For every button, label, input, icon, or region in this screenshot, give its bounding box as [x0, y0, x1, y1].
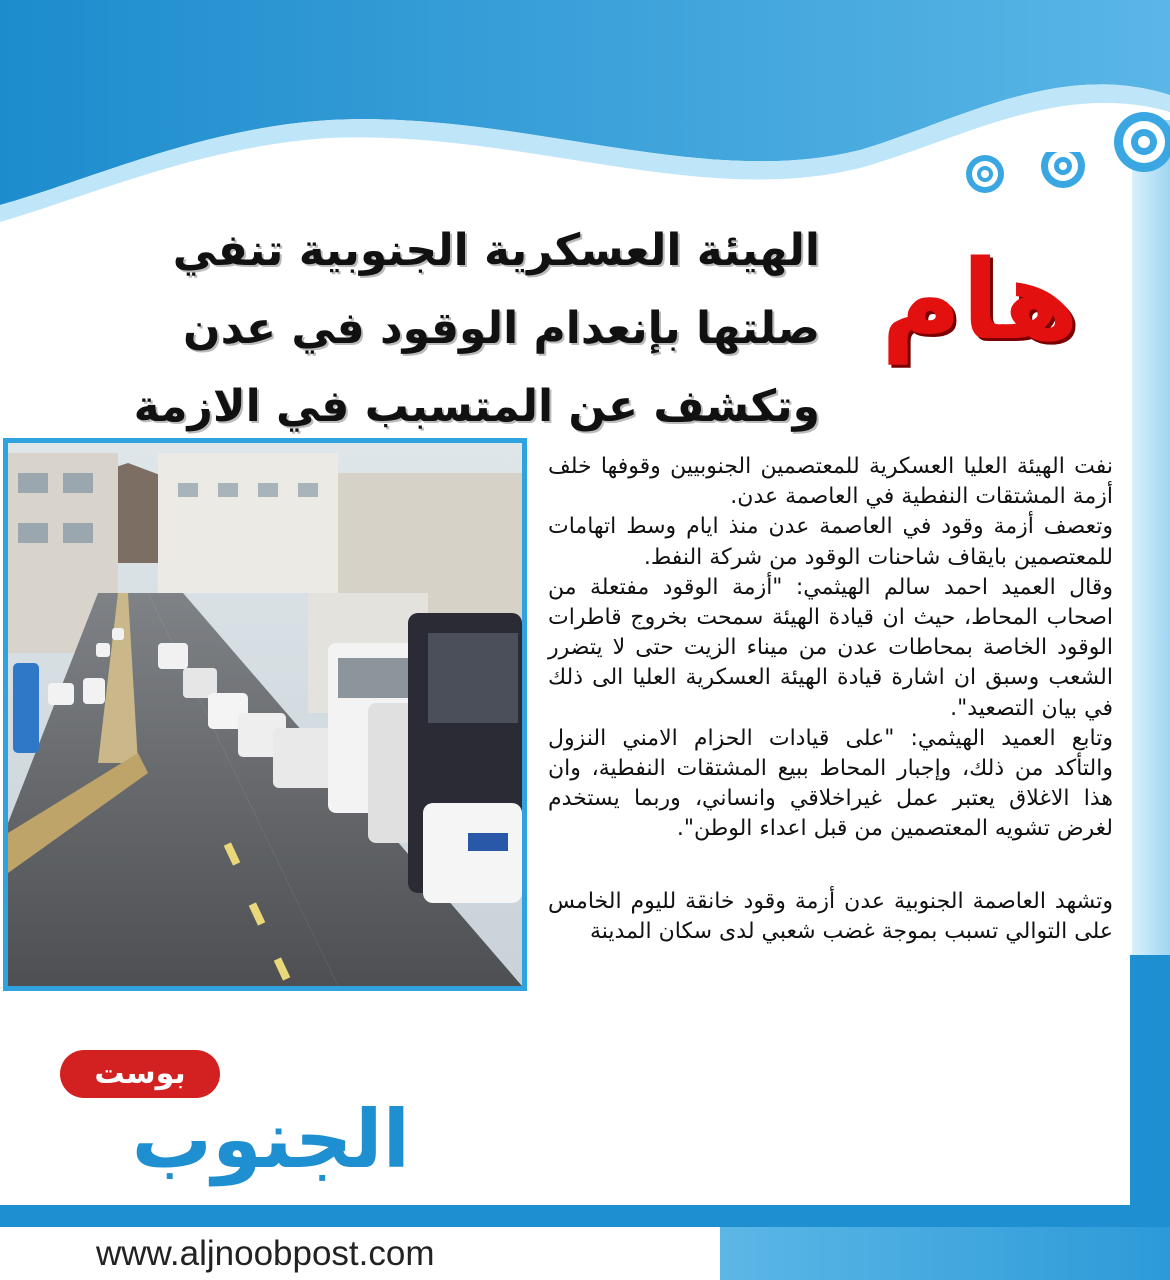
street-scene-illustration — [8, 443, 522, 986]
headline — [120, 212, 820, 446]
logo-tag: بوست — [60, 1050, 220, 1098]
article-paragraph-1: نفت الهيئة العليا العسكرية للمعتصمين الجنوبيين وقوفها خلف أزمة المشتقات النفطية في العاصمة عدن. — [548, 454, 1113, 510]
website-url: www.aljnoobpost.com — [96, 1234, 435, 1273]
footer-band — [0, 1205, 1170, 1227]
article-paragraph-2: وتعصف أزمة وقود في العاصمة عدن منذ ايام وسط اتهامات للمعتصمين بايقاف شاحنات الوقود من شركة النفط. — [548, 514, 1113, 570]
article-paragraph-4: وتابع العميد الهيثمي: "على قيادات الحزام الامني النزول والتأكد من ذلك، وإجبار المحاط ببيع المشتقات النفطية، وان هذا الاغلاق يعتبر عمل غيراخلاقي وانساني، وربما يستخدم لغرض تشويه المعتصمين من قبل اعداء الوطن". — [548, 725, 1113, 842]
article-body — [548, 452, 1113, 947]
headline-line-3: وتكشف عن المتسبب في الازمة — [133, 381, 820, 432]
article-closing: وتشهد العاصمة الجنوبية عدن أزمة وقود خانقة لليوم الخامس على التوالي تسبب بموجة غضب شعبي لدى سكان المدينة — [548, 888, 1113, 944]
site-logo — [60, 1050, 420, 1190]
article-paragraph-3: وقال العميد احمد سالم الهيثمي: "أزمة الوقود مفتعلة من اصحاب المحاط، حيث ان قيادة الهيئة سمحت بخروج قاطرات الوقود الخاصة بمحاطات عدن من ميناء الزيت حتى لا يتضرر الشعب وسبق ان اشارة قيادة الهيئة العسكرية العليا الى ذلك في بيان التصعيد". — [548, 574, 1113, 721]
logo-name: الجنوب — [131, 1093, 410, 1186]
right-side-bar — [1132, 120, 1170, 960]
right-side-bar-lower — [1130, 955, 1170, 1205]
headline-line-2: صلتها بإنعدام الوقود في عدن — [183, 303, 820, 354]
circle-large-icon — [1108, 108, 1170, 178]
important-tag: هام — [880, 236, 1080, 364]
footer-blue-block — [720, 1227, 1170, 1280]
circle-small-icon — [966, 155, 1004, 193]
headline-line-1: الهيئة العسكرية الجنوبية تنفي — [172, 225, 820, 276]
news-photo — [3, 438, 527, 991]
circle-medium-icon — [1041, 152, 1085, 188]
